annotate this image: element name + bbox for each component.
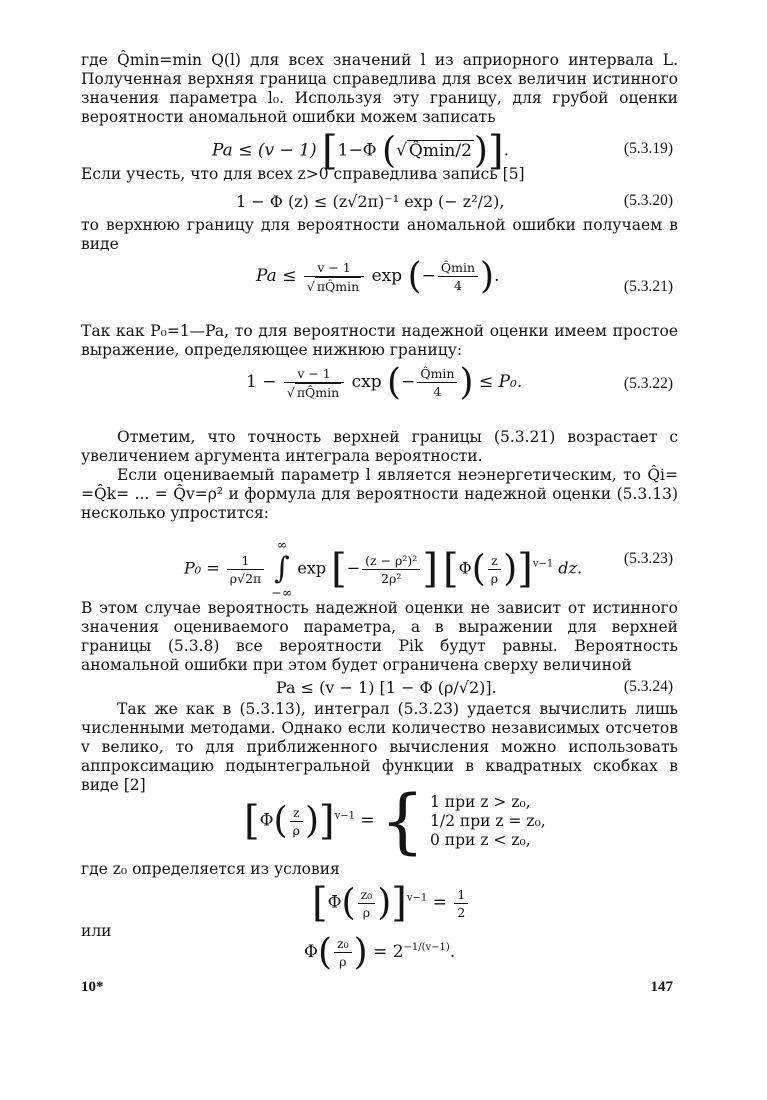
cond1-rhs-num: 1 <box>454 886 468 904</box>
eq23-dz: dz. <box>558 558 583 578</box>
paragraph-1: где Q̂min=min Q(l) для всех значений l из априорного интервала L. Полученная верхняя граница справедлива для всех величин истинного значения параметра l₀. Используя эту границу, для грубой оценки вероятности аномальной ошибки можем записать <box>81 51 678 126</box>
cases-phi-num: z <box>290 804 303 822</box>
eq22-exp: cxp <box>351 372 382 392</box>
eq23-phi-den: ρ <box>490 570 499 586</box>
eq22-lhs: 1 − <box>246 372 277 392</box>
eq22-rhs: ≤ P₀. <box>478 372 523 392</box>
eq22-number: (5.3.22) <box>623 375 673 392</box>
eq23-frac-den: ρ√2π <box>229 570 262 586</box>
cases-phi: Φ <box>259 810 274 831</box>
cases-phi-den: ρ <box>292 822 300 838</box>
eq21-arg-den: 4 <box>453 278 462 293</box>
eq23-arg-num: (z − ρ²)² <box>362 552 420 570</box>
eq23-phi: Φ <box>458 558 472 578</box>
equation-5-3-23: P₀ = $\frac{1}{\rho√2\pi}$ ∞ ∫ −∞ exp [− $\frac{\text{(z − ρ²)²}}{\text{2ρ²}}$ ] [Φ( $\frac{z}{\rho}$ )]$^{v-1}$ dz. <box>184 537 583 600</box>
eq23-exp: exp <box>297 558 327 578</box>
eq23-frac-num: 1 <box>227 552 264 570</box>
eq23-power: v−1 <box>532 558 554 570</box>
paragraph-4: Так как P₀=1—Pa, то для вероятности надежной оценки имеем простое выражение, определяющее нижнюю границу: <box>81 322 678 359</box>
equation-condition-1: [Φ( $\frac{\text{z₀}}{\rho}$ )]$^{v-1}$ = $\frac{1}{2}$ <box>312 880 470 926</box>
eq19-arg: Q̂min/2 <box>408 140 472 161</box>
eq22-frac-den: πQ̂min <box>296 384 340 400</box>
eq19-lhs: Pa ≤ (v − 1) <box>212 140 317 161</box>
equation-5-3-20: 1 − Φ (z) ≤ (z√2π)⁻¹ exp (− z²/2), <box>236 192 505 211</box>
equation-5-3-21: Pa ≤ $\frac{v - 1}{√ \pi Q̂\min}$ exp (− $\frac{Q̂\min}{4}$ ). <box>256 256 500 297</box>
eq22-frac-num: v − 1 <box>284 365 344 383</box>
equation-condition-2: Φ( $\frac{\text{z₀}}{\rho}$ ) = $2^{-1/(v-1)}$. <box>304 932 456 973</box>
signature-mark: 10* <box>81 979 104 995</box>
cond2-phi-num: z₀ <box>334 935 352 953</box>
cases-power: v−1 <box>334 810 355 822</box>
paragraph-7: В этом случае вероятность надежной оценки не зависит от истинного значения оцениваемого параметра, а в выражении для верхней границы (5.3.8) все вероятности Pik будут равны. Вероятность аномальной ошибки при этом будет ограничена сверху величиной <box>81 599 678 674</box>
eq23-lower-limit: −∞ <box>271 585 293 600</box>
eq19-body: 1−Φ <box>337 140 377 161</box>
paragraph-8: Так же как в (5.3.13), интеграл (5.3.23) удается вычислить лишь численными методами. Однако если количество независимых отсчетов v велико, то для приближенного вычисления можно использовать аппроксимацию подынтегральной функции в квадратных скобках в виде [2] <box>81 700 678 794</box>
paragraph-6: Если оцениваемый параметр l является неэнергетическим, то Q̂i= =Q̂k= ... = Q̂v=ρ² и формула для вероятности надежной оценки (5.3.13) несколько упростится: <box>81 466 678 522</box>
eq19-number: (5.3.19) <box>623 140 673 157</box>
equation-5-3-19: Pa ≤ (v − 1) [1−Φ (√ Q̂min/2)]. <box>212 128 509 174</box>
cond1-phi-den: ρ <box>362 904 371 920</box>
paragraph-5: Отметим, что точность верхней границы (5.3.21) возрастает с увеличением аргумента интеграла вероятности. <box>81 428 678 465</box>
eq21-arg-num: Q̂min <box>438 259 478 277</box>
cond2-phi-den: ρ <box>339 954 347 969</box>
equation-5-3-24: Pa ≤ (v − 1) [1 − Φ (ρ/√2)]. <box>276 678 497 697</box>
equation-cases: [Φ( $\frac{z}{\rho}$ )]$^{v-1}$ = { 1 при z > z₀, 1/2 при z = z₀, 0 при z < z₀, <box>244 780 546 862</box>
page-number: 147 <box>650 979 673 995</box>
cond2-rhs: = 2 <box>373 942 404 962</box>
paragraph-3: то верхнюю границу для вероятности аномальной ошибки получаем в виде <box>81 216 678 253</box>
case-1: 1 при z > z₀, <box>430 792 531 811</box>
cond2-power: −1/(v−1) <box>403 942 450 953</box>
paragraph-10: или <box>81 922 112 940</box>
cond1-rhs-den: 2 <box>457 904 466 920</box>
eq21-lhs: Pa ≤ <box>256 266 297 286</box>
eq21-frac-den: πQ̂min <box>316 278 360 294</box>
cond1-power: v−1 <box>406 892 428 904</box>
eq23-arg-den: 2ρ² <box>381 570 402 586</box>
eq22-arg-den: 4 <box>433 384 442 399</box>
eq22-arg-num: Q̂min <box>417 365 457 383</box>
paragraph-9: где z₀ определяется из условия <box>81 860 340 878</box>
paragraph-2: Если учесть, что для всех z>0 справедлива запись [5] <box>81 165 525 183</box>
case-2: 1/2 при z = z₀, <box>430 811 546 830</box>
cond2-phi: Φ <box>304 942 318 962</box>
integral-sign: ∫ <box>273 551 290 586</box>
eq24-number: (5.3.24) <box>623 678 673 695</box>
eq21-number: (5.3.21) <box>623 278 673 295</box>
eq20-number: (5.3.20) <box>623 192 673 209</box>
equation-5-3-22: 1 − $\frac{v - 1}{√ \pi Q̂\min}$ cxp (− $\frac{Q̂\min}{4}$ ) ≤ P₀. <box>246 362 523 403</box>
case-3: 0 при z < z₀, <box>430 830 531 849</box>
eq23-phi-num: z <box>488 552 501 570</box>
eq21-frac-num: v − 1 <box>304 259 364 277</box>
eq21-exp: exp <box>371 266 403 286</box>
cond1-phi-num: z₀ <box>358 886 376 904</box>
eq23-lhs: P₀ = <box>184 558 220 578</box>
eq23-upper-limit: ∞ <box>276 537 287 552</box>
cond1-phi: Φ <box>327 892 342 913</box>
eq23-number: (5.3.23) <box>623 550 673 567</box>
